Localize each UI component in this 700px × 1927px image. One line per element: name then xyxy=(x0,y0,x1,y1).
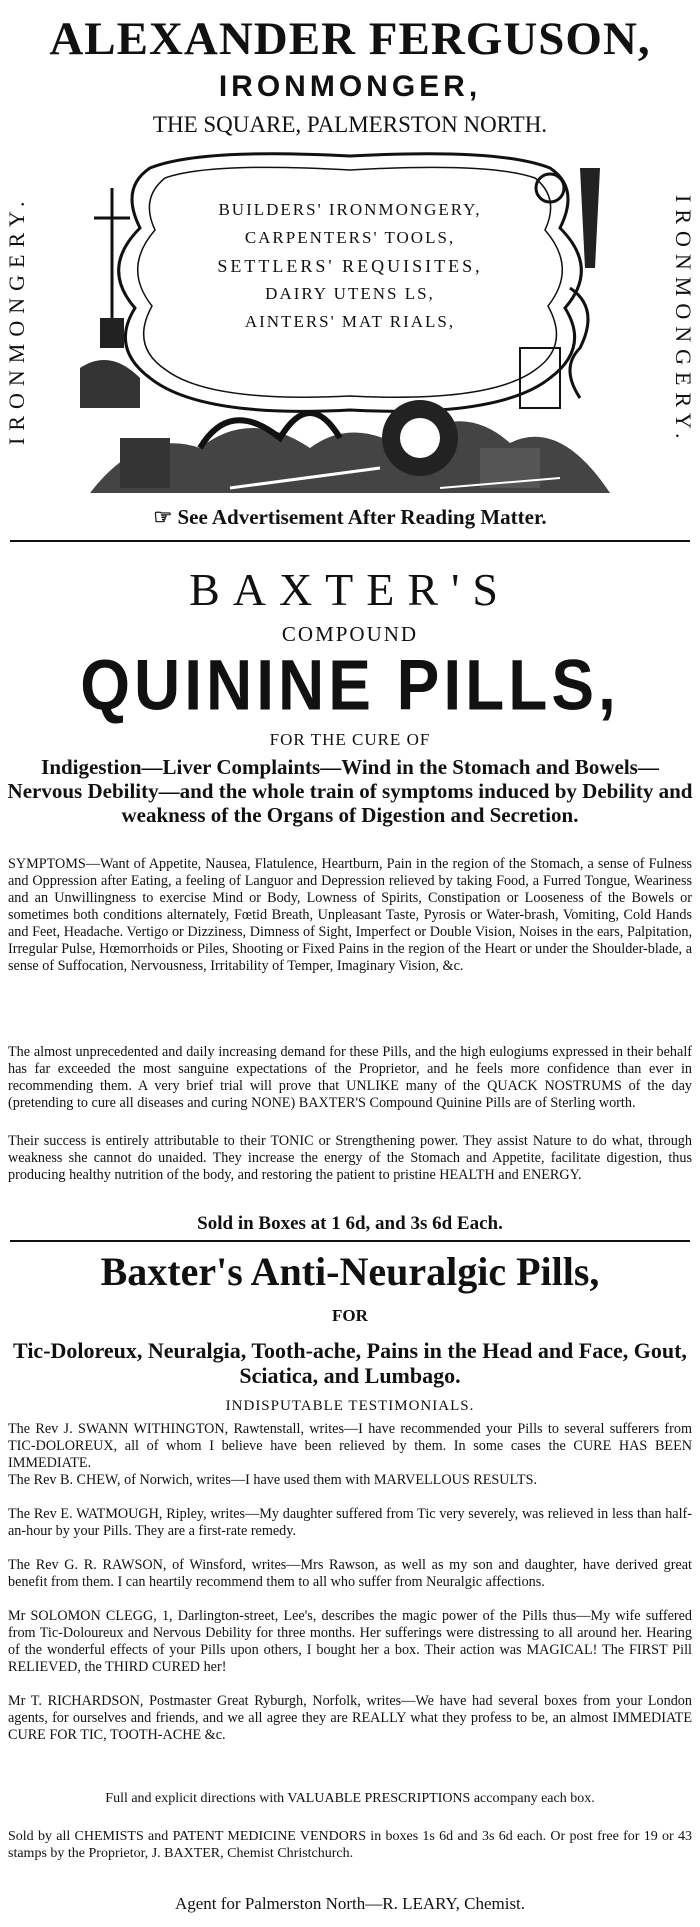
cartouche-line-4: DAIRY UTENS LS, xyxy=(265,284,435,303)
brand-heading: BAXTER'S xyxy=(189,564,511,615)
demand-paragraph: The almost unprecedented and daily increasing demand for these Pills, and the high eulogiums expressed in their behalf has far exceeded the most sanguine expectations of the Proprietor, and he feels more confidence than ever in recommending them. A very brief trial will prove that UNLIKE many of the QUACK NOSTRUMS of the day (pretending to cure all diseases and curing NONE) BAXTER'S Compound Quinine Pills are of Sterling worth. xyxy=(8,1044,692,1111)
advertiser-trade: IRONMONGER, xyxy=(218,70,482,103)
testimonial: The Rev B. CHEW, of Norwich, writes—I have used them with MARVELLOUS RESULTS. xyxy=(8,1472,538,1488)
product-title: QUININE PILLS, xyxy=(80,644,620,726)
neuralgic-for-label: FOR xyxy=(332,1306,368,1325)
agent-line: Agent for Palmerston North—R. LEARY, Chemist. xyxy=(174,1894,526,1913)
section-divider-2 xyxy=(10,1240,690,1242)
compound-subheading: COMPOUND xyxy=(281,622,419,646)
indications: Indigestion—Liver Complaints—Wind in the Stomach and Bowels—Nervous Debility—and the whole train of symptoms induced by Debility and weakness of the Organs of Digestion and Secretion. xyxy=(7,755,693,827)
tonic-paragraph: Their success is entirely attributable to their TONIC or Strengthening power. They assist Nature to do what, through weakness she cannot do unaided. They increase the energy of the Stomach and Appetite, facilitate digestion, thus producing healthy nutrition of the body, and restoring the patient to pristine HEALTH and ENERGY. xyxy=(8,1133,692,1183)
cartouche-line-1: BUILDERS' IRONMONGERY, xyxy=(218,200,482,219)
price-line: Sold in Boxes at 1 6d, and 3s 6d Each. xyxy=(197,1213,503,1234)
sold-by-note: Sold by all CHEMISTS and PATENT MEDICINE VENDORS in boxes 1s 6d and 3s 6d each. Or post free for 19 or 43 stamps by the Proprietor, J. BAXTER, Chemist Christchurch. xyxy=(8,1829,692,1861)
testimonial: The Rev E. WATMOUGH, Ripley, writes—My daughter suffered from Tic very severely, was relieved in less than half-an-hour by your Pills. They are a first-rate remedy. xyxy=(8,1506,692,1539)
advertiser-name: ALEXANDER FERGUSON, xyxy=(49,13,651,65)
directions-note: Full and explicit directions with VALUABLE PRESCRIPTIONS accompany each box. xyxy=(105,1791,595,1806)
testimonials-heading: INDISPUTABLE TESTIMONIALS. xyxy=(225,1398,475,1414)
testimonial: Mr SOLOMON CLEGG, 1, Darlington-street, Lee's, describes the magic power of the Pills thus—My wife suffered from Tic-Doloureux and Nervous Debility for three months. Her sufferings were distressing to all around her. Hearing of the wonderful effects of your Pills upon others, I bought her a box. Their action was MAGICAL! The FIRST Pill RELIEVED, the THIRD CURED her! xyxy=(8,1608,692,1675)
pointing-hand-icon: ☞ xyxy=(153,505,178,529)
symptoms-paragraph: SYMPTOMS—Want of Appetite, Nausea, Flatulence, Heartburn, Pain in the region of the Stomach, a sense of Fulness and Oppression after Eating, a feeling of Languor and Depression relieved by taking Food, a Furred Tongue, Weariness and an Unwillingness to exercise Mind or Body, Lowness of Spirits, Constipation or Looseness of the Bowels or sometimes both conditions alternately, Fœtid Breath, Unpleasant Taste, Pyrosis or Water-brash, Vomiting, Cold Hands and Feet, Headache. Vertigo or Dizziness, Dimness of Sight, Imperfect or Double Vision, Noises in the ears, Palpitation, Irregular Pulse, Hœmorrhoids or Piles, Shooting or Fixed Pains in the region of the Heart or under the Shoulder-blade, a sense of Suffocation, Nervousness, Irritability of Temper, Imaginary Vision, &c. xyxy=(8,856,692,974)
advertiser-address: THE SQUARE, PALMERSTON NORTH. xyxy=(152,112,548,137)
see-note-text: See Advertisement After Reading Matter. xyxy=(177,505,547,529)
see-advertisement-note xyxy=(0,505,700,530)
testimonial: The Rev J. SWANN WITHINGTON, Rawtenstall, writes—I have recommended your Pills to several sufferers from TIC-DOLOREUX, all of whom I believe have been relieved by them. In some cases the CURE HAS BEEN IMMEDIATE. xyxy=(8,1421,692,1471)
side-label-left: IRONMONGERY. xyxy=(4,194,29,446)
cartouche-line-3: SETTLERS' REQUISITES, xyxy=(217,256,483,276)
for-cure-label: FOR THE CURE OF xyxy=(269,730,431,749)
section-divider xyxy=(10,540,690,542)
neuralgic-conditions: Tic-Doloreux, Neuralgia, Tooth-ache, Pains in the Head and Face, Gout, Sciatica, and Lumbago. xyxy=(13,1338,687,1388)
testimonial: Mr T. RICHARDSON, Postmaster Great Ryburgh, Norfolk, writes—We have had several boxes from your London agents, for ourselves and friends, and we all agree they are REALLY what they profess to be, an almost IMMEDIATE CURE FOR TIC, TOOTH-ACHE &c. xyxy=(8,1693,692,1743)
testimonial: The Rev G. R. RAWSON, of Winsford, writes—Mrs Rawson, as well as my son and daughter, have derived great benefit from them. I can heartily recommend them to all who suffer from Neuralgic affections. xyxy=(8,1557,692,1590)
side-label-right: IRONMONGERY. xyxy=(671,194,696,446)
neuralgic-title: Baxter's Anti-Neuralgic Pills, xyxy=(100,1249,600,1294)
cartouche-line-2: CARPENTERS' TOOLS, xyxy=(244,228,456,247)
cartouche-line-5: AINTERS' MAT RIALS, xyxy=(244,312,456,331)
